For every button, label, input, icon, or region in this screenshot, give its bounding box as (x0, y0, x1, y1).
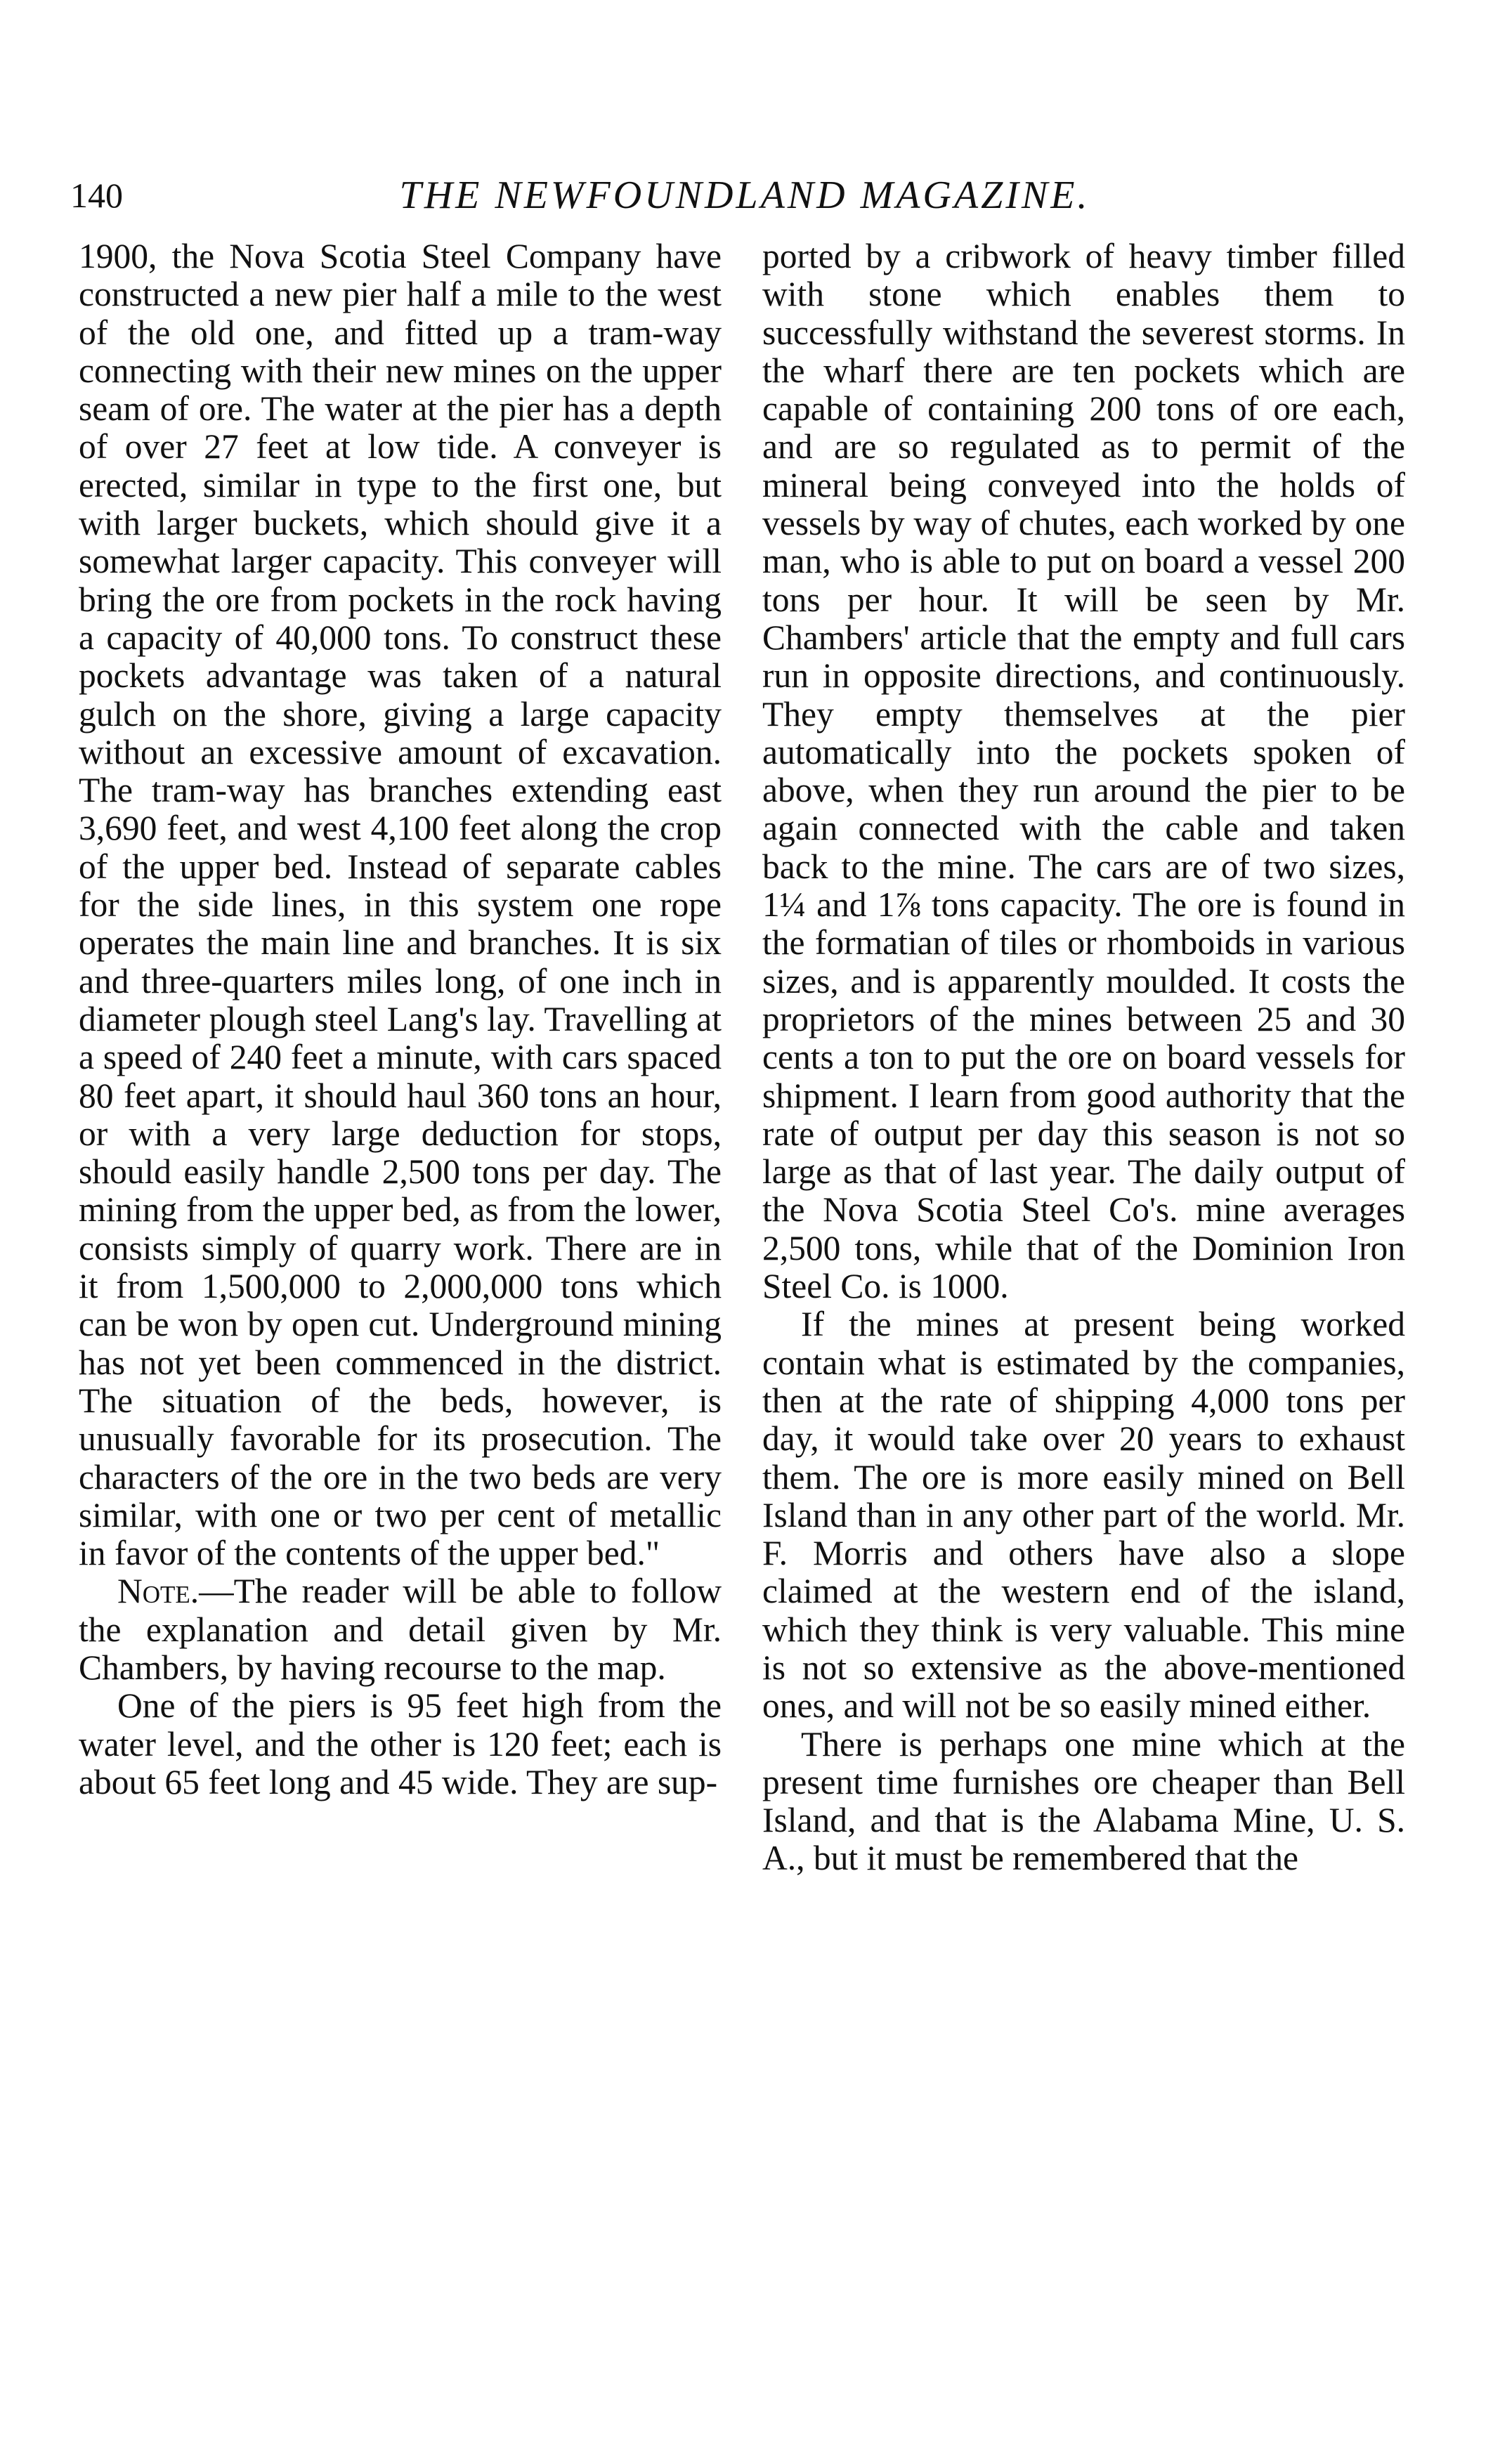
right-column (762, 237, 1405, 1878)
note-label: Note. (117, 1572, 200, 1611)
page-number: 140 (70, 176, 123, 215)
note-text: —The reader will be able to follow the explanation and detail given by Mr. Chambers, by having recourse to the map. (79, 1572, 722, 1687)
note-paragraph (79, 1572, 722, 1687)
paragraph-alabama-mine: There is perhaps one mine which at the present time furnishes ore cheaper than Bell Island, and that is the Alabama Mine, U. S. A., but it must be remembered that the (762, 1724, 1405, 1878)
paragraph-pier-dimensions: One of the piers is 95 feet high from the water level, and the other is 120 feet; each is about 65 feet long and 45 wide. They are sup- (79, 1686, 722, 1801)
running-title: THE NEWFOUNDLAND MAGAZINE. (399, 174, 1090, 217)
paragraph-mine-estimates: If the mines at present being worked contain what is estimated by the companies, then at the rate of shipping 4,000 tons per day, it would take over 20 years to exhaust them. The ore is more easily mined on Bell Island than in any other part of the world. Mr. F. Morris and others have also a slope claimed at the western end of the island, which they think is very valuable. This mine is not so extensive as the above-mentioned ones, and will not be so easily mined either. (762, 1305, 1405, 1726)
paragraph-pier-description: 1900, the Nova Scotia Steel Company have constructed a new pier half a mile to the west of the old one, and fitted up a tram-way connecting with their new mines on the upper seam of ore. The water at the pier has a depth of over 27 feet at low tide. A conveyer is erected, similar in type to the first one, but with larger buckets, which should give it a somewhat larger capacity. This conveyer will bring the ore from pockets in the rock having a capacity of 40,000 tons. To construct these pockets advantage was taken of a natural gulch on the shore, giving a large capacity without an excessive amount of excavation. The tram-way has branches extending east 3,690 feet, and west 4,100 feet along the crop of the upper bed. Instead of separate cables for the side lines, in this system one rope operates the main line and branches. It is six and three-quarters miles long, of one inch in diameter plough steel Lang's lay. Travelling at a speed of 240 feet a minute, with cars spaced 80 feet apart, it should haul 360 tons an hour, or with a very large deduction for stops, should easily handle 2,500 tons per day. The mining from the upper bed, as from the lower, consists simply of quarry work. There are in it from 1,500,000 to 2,000,000 tons which can be won by open cut. Underground mining has not yet been commenced in the district. The situation of the beds, however, is unusually favorable for its prosecution. The characters of the ore in the two beds are very similar, with one or two per cent of metallic in favor of the contents of the upper bed." (79, 237, 722, 1573)
page-header (70, 167, 1419, 223)
paragraph-wharf-pockets: ported by a cribwork of heavy timber filled with stone which enables them to successfully withstand the severest storms. In the wharf there are ten pockets which are capable of containing 200 tons of ore each, and are so regulated as to permit of the mineral being conveyed into the holds of vessels by way of chutes, each worked by one man, who is able to put on board a vessel 200 tons per hour. It will be seen by Mr. Chambers' article that the empty and full cars run in opposite directions, and continuously. They empty themselves at the pier automatically into the pockets spoken of above, when they run around the pier to be again connected with the cable and taken back to the mine. The cars are of two sizes, 1¼ and 1⅞ tons capacity. The ore is found in the formatian of tiles or rhomboids in various sizes, and is apparently moulded. It costs the proprietors of the mines between 25 and 30 cents a ton to put the ore on board vessels for shipment. I learn from good authority that the rate of output per day this season is not so large as that of last year. The daily output of the Nova Scotia Steel Co's. mine averages 2,500 tons, while that of the Dominion Iron Steel Co. is 1000. (762, 237, 1405, 1306)
left-column (79, 237, 722, 1801)
